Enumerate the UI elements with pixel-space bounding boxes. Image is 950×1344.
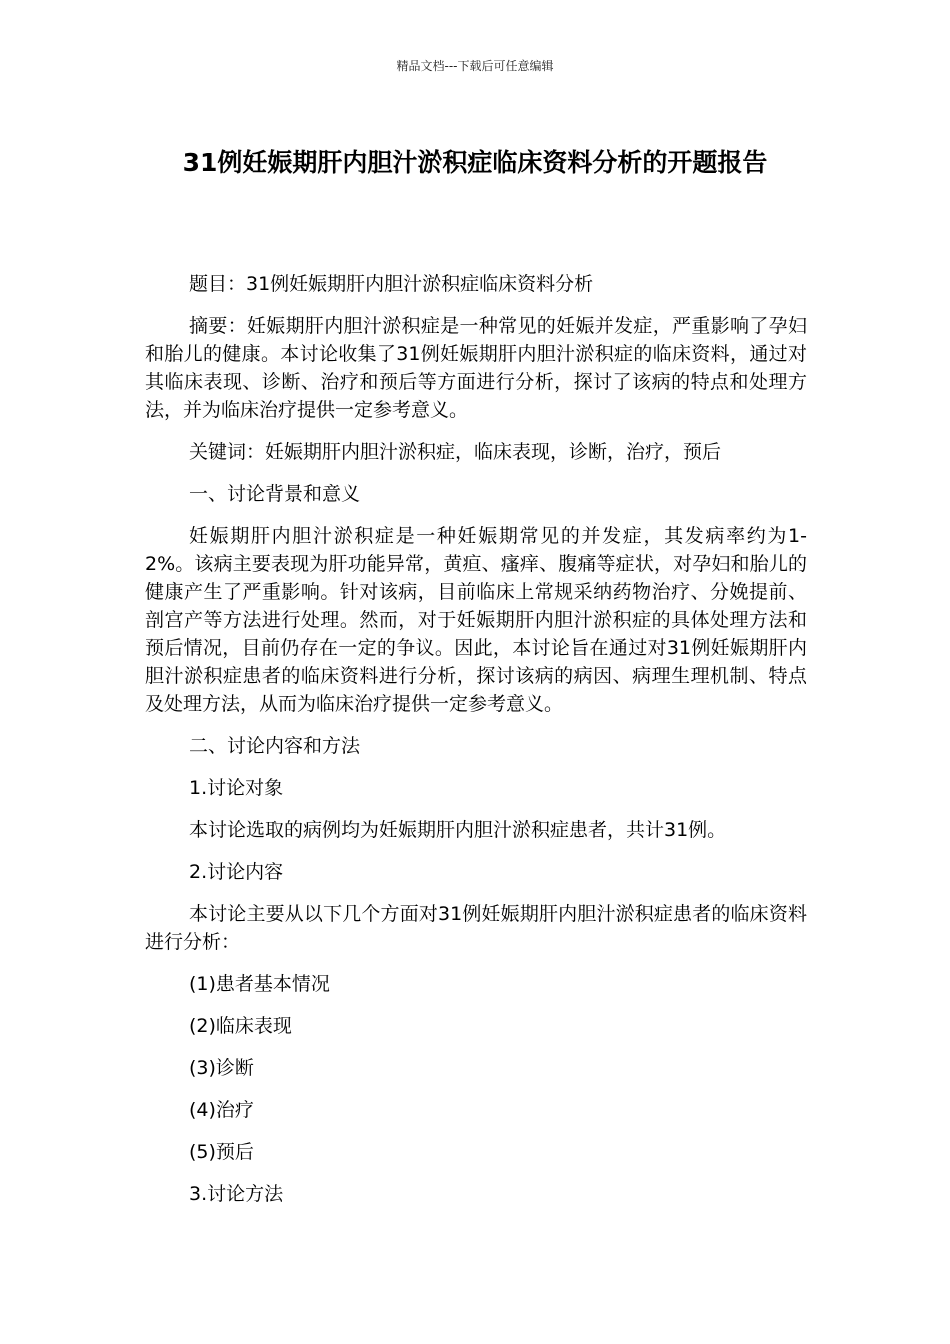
list-item: (2)临床表现 (189, 1015, 292, 1037)
document-title: 31例妊娠期肝内胆汁淤积症临床资料分析的开题报告 (182, 148, 768, 177)
topic-line: 题目：31例妊娠期肝内胆汁淤积症临床资料分析 (189, 273, 594, 295)
keywords-line: 关键词：妊娠期肝内胆汁淤积症，临床表现，诊断，治疗，预后 (189, 441, 722, 463)
content-paragraph: 本讨论主要从以下几个方面对31例妊娠期肝内胆汁淤积症患者的临床资料进行分析： (145, 903, 807, 953)
background-paragraph: 妊娠期肝内胆汁淤积症是一种妊娠期常见的并发症，其发病率约为1-2%。该病主要表现为肝功能异常，黄疸、瘙痒、腹痛等症状，对孕妇和胎儿的健康产生了严重影响。针对该病，目前临床上常规采纳药物治疗、分娩提前、剖宫产等方法进行处理。然而，对于妊娠期肝内胆汁淤积症的具体处理方法和预后情况，目前仍存在一定的争议。因此，本讨论旨在通过对31例妊娠期肝内胆汁淤积症患者的临床资料进行分析，探讨该病的病因、病理生理机制、特点及处理方法，从而为临床治疗提供一定参考意义。 (145, 525, 807, 715)
list-item: (3)诊断 (189, 1057, 254, 1079)
list-item: (5)预后 (189, 1141, 254, 1163)
section-heading-content-methods: 二、讨论内容和方法 (189, 735, 361, 757)
subheading-subjects: 1.讨论对象 (189, 777, 284, 799)
subheading-content: 2.讨论内容 (189, 861, 284, 883)
subheading-methods: 3.讨论方法 (189, 1183, 284, 1205)
list-item: (4)治疗 (189, 1099, 254, 1121)
document-body (145, 270, 807, 1222)
section-heading-background: 一、讨论背景和意义 (189, 483, 361, 505)
list-item: (1)患者基本情况 (189, 973, 330, 995)
abstract-paragraph: 摘要：妊娠期肝内胆汁淤积症是一种常见的妊娠并发症，严重影响了孕妇和胎儿的健康。本讨论收集了31例妊娠期肝内胆汁淤积症的临床资料，通过对其临床表现、诊断、治疗和预后等方面进行分析，探讨了该病的特点和处理方法，并为临床治疗提供一定参考意义。 (145, 315, 807, 421)
subjects-paragraph: 本讨论选取的病例均为妊娠期肝内胆汁淤积症患者，共计31例。 (189, 819, 727, 841)
page-header: 精品文档---下载后可任意编辑 (396, 59, 554, 73)
